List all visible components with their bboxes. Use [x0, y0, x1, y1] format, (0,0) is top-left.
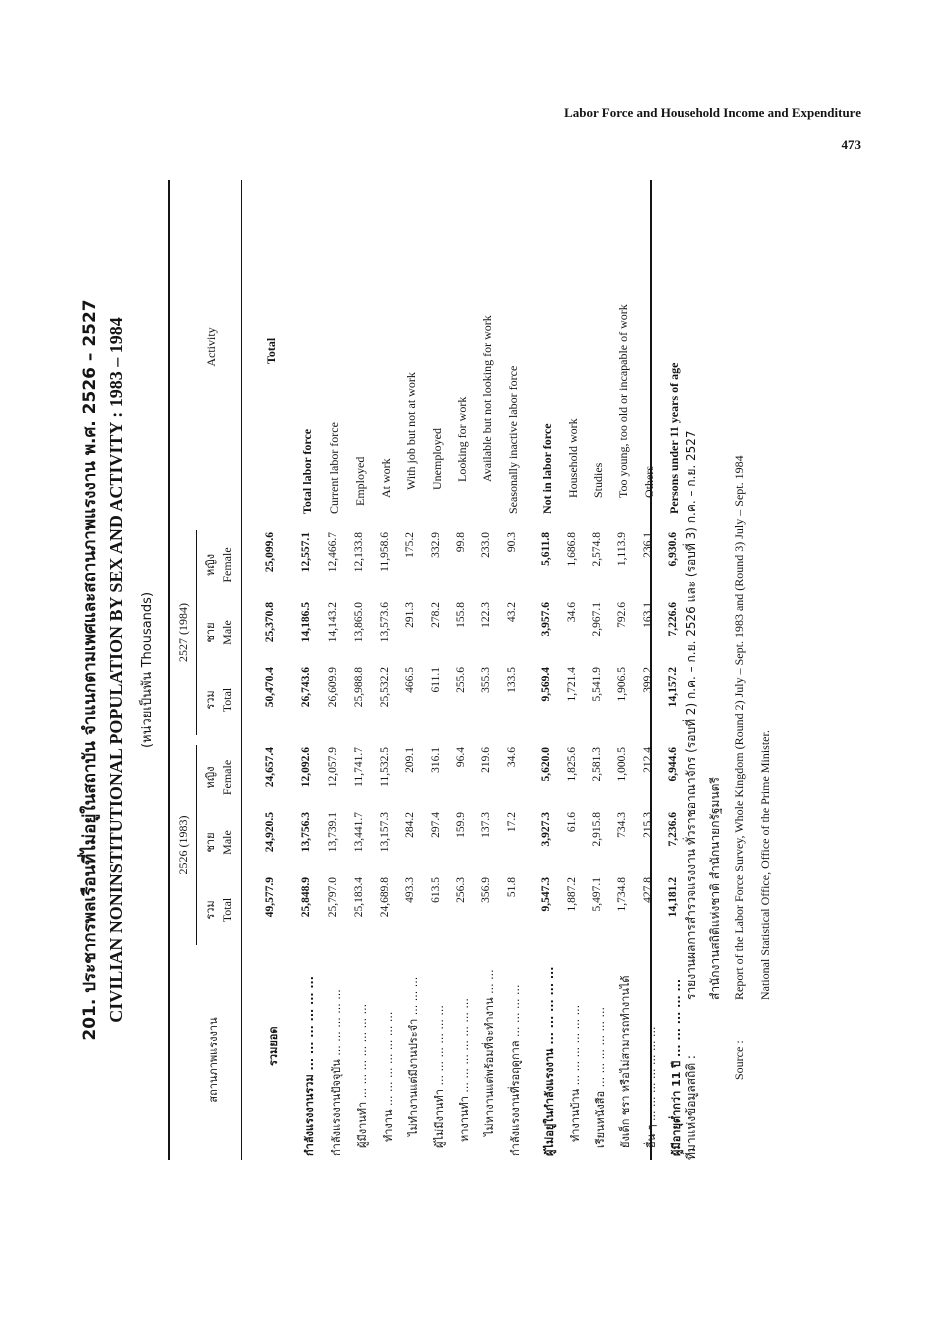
value-male-1983: 24,920.5 — [264, 812, 276, 853]
value-female-1984: 12,466.7 — [327, 532, 339, 573]
row-label-english: Total — [264, 337, 278, 364]
year1-underline — [196, 745, 197, 945]
value-male-1983: 137.3 — [480, 812, 492, 838]
year-1983-header: 2526 (1983) — [176, 815, 190, 875]
value-female-1984: 12,557.1 — [300, 532, 312, 573]
value-total-1983: 356.9 — [480, 877, 492, 903]
source-text-english-2: National Statistical Office, Office of the Prime Minister. — [758, 730, 772, 1000]
value-female-1983: 212.4 — [642, 747, 654, 773]
value-female-1983: 34.6 — [506, 747, 518, 768]
value-female-1984: 175.2 — [404, 532, 416, 558]
table-unit-note: (หน่วยเป็นพัน Thousands) — [140, 591, 155, 749]
value-total-1983: 51.8 — [506, 877, 518, 898]
value-total-1983: 25,797.0 — [327, 877, 339, 918]
male-1983-header-th: ชาย — [204, 832, 217, 853]
total-1984-header-en: Total — [220, 687, 234, 713]
value-female-1984: 236.1 — [642, 532, 654, 558]
value-male-1983: 13,756.3 — [300, 812, 312, 853]
value-female-1983: 1,825.6 — [566, 747, 578, 782]
value-total-1983: 256.3 — [455, 877, 467, 903]
value-female-1984: 2,574.8 — [591, 532, 603, 567]
running-header: Labor Force and Household Income and Expenditure — [564, 105, 861, 120]
activity-column-header: Activity — [204, 327, 218, 367]
value-male-1983: 13,157.3 — [379, 812, 391, 853]
total-1983-header-th: รวม — [204, 900, 217, 920]
source-label-thai: ที่มาแห่งข้อมูลสถิติ : — [684, 1055, 698, 1160]
value-male-1984: 163.1 — [642, 602, 654, 628]
value-total-1984: 255.6 — [455, 667, 467, 693]
value-total-1983: 1,887.2 — [566, 877, 578, 912]
row-label-thai: ผู้มีงานทำ ... ... ... ... ... ... ... — [356, 1003, 369, 1148]
value-female-1984: 233.0 — [480, 532, 492, 558]
table-top-rule — [168, 180, 170, 1160]
row-label-thai: รวมยอด — [267, 1026, 280, 1066]
row-label-thai: ยังเด็ก ชรา หรือไม่สามารถทำงานได้ — [619, 975, 632, 1148]
row-label-thai: ผู้ไม่อยู่ในกำลังแรงงาน ... ... ... ... ... — [543, 966, 556, 1156]
value-total-1984: 26,609.9 — [327, 667, 339, 708]
status-column-header: สถานภาพแรงงาน — [207, 1017, 220, 1103]
value-total-1983: 1,734.8 — [616, 877, 628, 912]
value-female-1984: 5,611.8 — [540, 532, 552, 566]
value-male-1984: 278.2 — [430, 602, 442, 628]
value-female-1983: 2,581.3 — [591, 747, 603, 782]
value-male-1984: 13,865.0 — [353, 602, 365, 643]
header-bottom-rule — [241, 180, 242, 1160]
value-total-1983: 25,848.9 — [300, 877, 312, 918]
value-male-1983: 2,915.8 — [591, 812, 603, 847]
value-total-1983: 25,183.4 — [353, 877, 365, 918]
value-male-1983: 7,236.6 — [667, 812, 679, 847]
value-total-1984: 133.5 — [506, 667, 518, 693]
value-female-1983: 12,057.9 — [327, 747, 339, 788]
value-total-1983: 24,689.8 — [379, 877, 391, 918]
row-label-english: Persons under 11 years of age — [667, 362, 681, 514]
source-text-thai-2: สำนักงานสถิติแห่งชาติ สำนักนายกรัฐมนตรี — [708, 777, 722, 1000]
row-label-thai: ทำงานบ้าน ... ... ... ... ... ... — [569, 1004, 582, 1142]
row-label-english: Household work — [566, 418, 580, 498]
row-label-english: Not in labor force — [540, 423, 554, 514]
row-label-thai: ผู้มีอายุต่ำกว่า 11 ปี ... ... ... ... ... — [670, 978, 683, 1156]
year-1984-header: 2527 (1984) — [176, 603, 190, 662]
male-1983-header-en: Male — [220, 830, 234, 855]
source-text-thai-1: รายงานผลการสำรวจแรงงาน ทั่วราชอาณาจักร (รอบที่ 2) ก.ค. – ก.ย. 2526 และ (รอบที่ 3) ก.ค. – ก.ย. 2527 — [684, 430, 698, 1000]
value-total-1983: 493.3 — [404, 877, 416, 903]
value-male-1983: 284.2 — [404, 812, 416, 838]
row-label-thai: เรียนหนังสือ ... ... ... ... ... ... — [594, 1006, 607, 1148]
value-female-1983: 219.6 — [480, 747, 492, 773]
value-total-1983: 14,181.2 — [667, 877, 679, 918]
row-label-english: Employed — [353, 456, 367, 506]
value-male-1984: 43.2 — [506, 602, 518, 623]
value-male-1984: 13,573.6 — [379, 602, 391, 643]
value-male-1983: 17.2 — [506, 812, 518, 833]
row-label-english: Looking for work — [455, 396, 469, 482]
row-label-thai: กำลังแรงงานปัจจุบัน ... ... ... ... ... — [330, 989, 343, 1156]
row-label-english: Unemployed — [430, 428, 444, 490]
value-female-1983: 1,000.5 — [616, 747, 628, 782]
value-female-1984: 11,958.6 — [379, 532, 391, 572]
row-label-thai: ไม่หางานแต่พร้อมที่จะทำงาน ... ... — [483, 969, 496, 1136]
value-female-1983: 11,532.5 — [379, 747, 391, 787]
row-label-english: Seasonally inactive labor force — [506, 365, 520, 514]
value-female-1984: 12,133.8 — [353, 532, 365, 573]
value-male-1983: 215.3 — [642, 812, 654, 838]
value-male-1983: 297.4 — [430, 812, 442, 838]
value-female-1984: 332.9 — [430, 532, 442, 558]
row-label-thai: หางานทำ ... ... ... ... ... ... ... — [458, 998, 471, 1142]
value-male-1984: 14,186.5 — [300, 602, 312, 643]
value-male-1983: 3,927.3 — [540, 812, 552, 847]
source-label-english: Source : — [732, 1040, 746, 1080]
value-female-1984: 90.3 — [506, 532, 518, 553]
value-male-1984: 2,967.1 — [591, 602, 603, 637]
value-total-1984: 26,743.6 — [300, 667, 312, 708]
value-total-1984: 399.2 — [642, 667, 654, 693]
value-female-1984: 1,113.9 — [616, 532, 628, 567]
value-total-1983: 9,547.3 — [540, 877, 552, 912]
value-male-1984: 155.8 — [455, 602, 467, 628]
value-female-1983: 12,092.6 — [300, 747, 312, 788]
value-male-1984: 14,143.2 — [327, 602, 339, 643]
value-total-1984: 50,470.4 — [264, 667, 276, 708]
male-1984-header-en: Male — [220, 620, 234, 645]
rotated-table-page — [70, 180, 790, 1160]
value-total-1984: 1,906.5 — [616, 667, 628, 702]
value-total-1984: 466.5 — [404, 667, 416, 693]
row-label-english: With job but not at work — [404, 372, 418, 490]
row-label-english: Available but not looking for work — [480, 315, 494, 482]
row-label-english: Too young, too old or incapable of work — [616, 304, 630, 498]
value-total-1984: 25,532.2 — [379, 667, 391, 708]
value-female-1984: 1,686.8 — [566, 532, 578, 567]
male-1984-header-th: ชาย — [204, 622, 217, 643]
value-male-1984: 3,957.6 — [540, 602, 552, 637]
value-total-1983: 5,497.1 — [591, 877, 603, 912]
value-total-1984: 355.3 — [480, 667, 492, 693]
row-label-thai: กำลังแรงงานรวม ... ... ... ... ... ... — [303, 976, 316, 1156]
value-female-1983: 209.1 — [404, 747, 416, 773]
value-total-1984: 9,569.4 — [540, 667, 552, 702]
value-male-1983: 734.3 — [616, 812, 628, 838]
female-1984-header-en: Female — [220, 547, 234, 583]
female-1983-header-en: Female — [220, 759, 234, 796]
value-total-1984: 5,541.9 — [591, 667, 603, 702]
table-title-english: CIVILIAN NONINSTITUTIONAL POPULATION BY SEX AND ACTIVITY : 1983 – 1984 — [106, 317, 126, 1023]
value-female-1984: 25,099.6 — [264, 532, 276, 573]
value-male-1983: 159.9 — [455, 812, 467, 838]
value-total-1984: 1,721.4 — [566, 667, 578, 702]
value-total-1984: 14,157.2 — [667, 667, 679, 708]
page-number: 473 — [841, 137, 861, 152]
value-male-1984: 291.3 — [404, 602, 416, 628]
value-male-1984: 25,370.8 — [264, 602, 276, 643]
row-label-english: Studies — [591, 462, 605, 498]
value-male-1984: 34.6 — [566, 602, 578, 623]
value-female-1983: 96.4 — [455, 747, 467, 768]
row-label-english: At work — [379, 458, 393, 498]
value-female-1984: 99.8 — [455, 532, 467, 553]
value-male-1983: 61.6 — [566, 812, 578, 833]
value-male-1984: 122.3 — [480, 602, 492, 628]
total-1984-header-th: รวม — [204, 690, 217, 710]
value-female-1983: 5,620.0 — [540, 747, 552, 782]
row-label-english: Total labor force — [300, 428, 314, 514]
value-total-1983: 49,577.9 — [264, 877, 276, 918]
value-female-1984: 6,930.6 — [667, 532, 679, 567]
year2-underline — [196, 530, 197, 735]
value-male-1983: 13,441.7 — [353, 812, 365, 853]
row-label-thai: ทำงาน ... ... ... ... ... ... ... — [382, 1011, 395, 1142]
value-female-1983: 24,657.4 — [264, 747, 276, 788]
table-title-thai: 201. ประชากรพลเรือนที่ไม่อยู่ในสถาบัน จำแนกตามเพศและสถานภาพแรงงาน พ.ศ. 2526 – 2527 — [80, 299, 100, 1041]
value-male-1984: 7,226.6 — [667, 602, 679, 637]
value-total-1983: 427.8 — [642, 877, 654, 903]
row-label-thai: ไม่ทำงานแต่มีงานประจำ ... ... ... — [407, 976, 420, 1136]
value-female-1983: 6,944.6 — [667, 747, 679, 782]
row-label-english: Others — [642, 466, 656, 498]
value-male-1983: 13,739.1 — [327, 812, 339, 853]
value-total-1984: 25,988.8 — [353, 667, 365, 708]
female-1983-header-th: หญิง — [204, 766, 217, 789]
value-male-1984: 792.6 — [616, 602, 628, 628]
total-1983-header-en: Total — [220, 897, 234, 923]
female-1984-header-th: หญิง — [204, 554, 217, 576]
value-total-1984: 611.1 — [430, 667, 442, 693]
value-female-1983: 11,741.7 — [353, 747, 365, 787]
source-text-english-1: Report of the Labor Force Survey, Whole Kingdom (Round 2) July – Sept. 1983 and (Round 3) July – Sept. 1984 — [732, 455, 746, 1000]
value-total-1983: 613.5 — [430, 877, 442, 903]
row-label-thai: ผู้ไม่มีงานทำ ... ... ... ... ... ... — [433, 1005, 446, 1148]
value-female-1983: 316.1 — [430, 747, 442, 773]
row-label-thai: อื่น ๆ ... ... ... ... ... ... ... — [645, 1026, 658, 1148]
row-label-english: Current labor force — [327, 422, 341, 514]
row-label-thai: กำลังแรงงานที่รอฤดูกาล ... ... ... ... — [509, 984, 522, 1156]
